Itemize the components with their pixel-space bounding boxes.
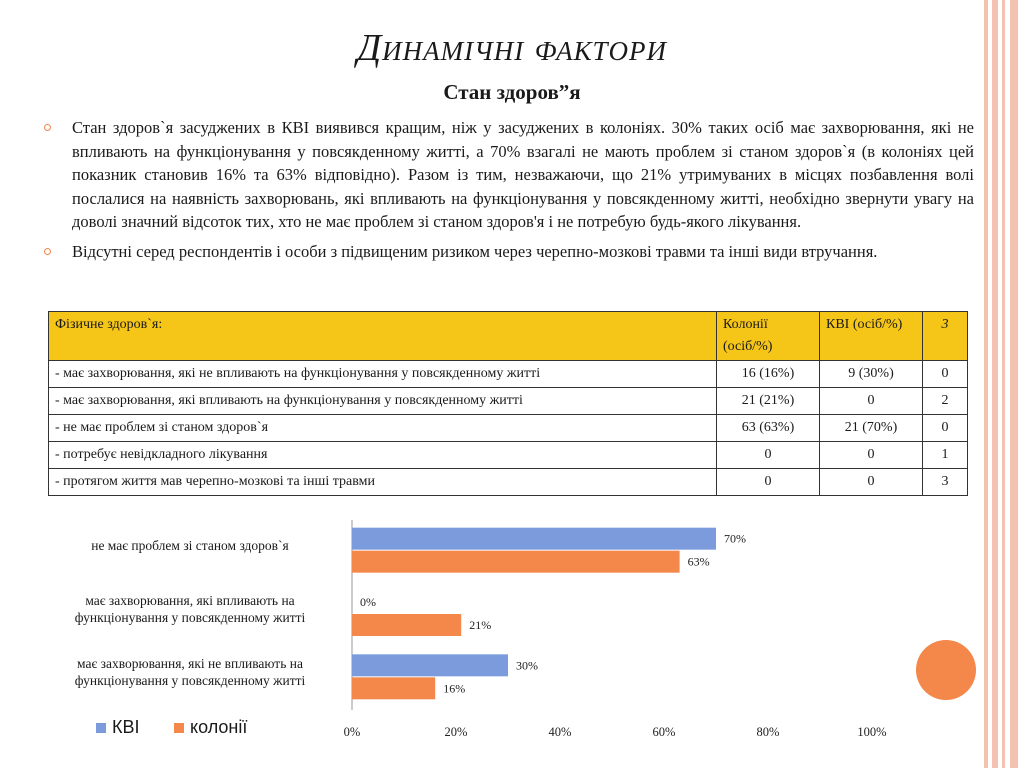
bullet-circle-icon bbox=[44, 124, 51, 131]
x-tick-label: 80% bbox=[756, 725, 780, 739]
table-cell: 0 bbox=[820, 469, 923, 496]
bullet-list bbox=[42, 116, 974, 269]
x-tick-label: 20% bbox=[444, 725, 468, 739]
bar bbox=[352, 614, 461, 636]
health-table bbox=[48, 311, 968, 496]
table-cell: 1 bbox=[923, 442, 968, 469]
category-label bbox=[40, 655, 340, 689]
table-row bbox=[49, 388, 968, 415]
table-header-row bbox=[49, 312, 968, 361]
bar bbox=[352, 528, 716, 550]
data-label: 0% bbox=[360, 595, 376, 609]
table-row bbox=[49, 469, 968, 496]
table-cell: 0 bbox=[717, 469, 820, 496]
legend-label: КВІ bbox=[112, 717, 140, 737]
table-row-label: - має захворювання, які впливають на функціонування у повсякденному житті bbox=[49, 388, 717, 415]
x-tick-label: 40% bbox=[548, 725, 572, 739]
table-row bbox=[49, 415, 968, 442]
table-header-cell: Фізичне здоров`я: bbox=[49, 312, 717, 361]
table-cell: 0 bbox=[923, 361, 968, 388]
x-tick-label: 60% bbox=[652, 725, 676, 739]
table-cell: 0 bbox=[820, 442, 923, 469]
table-cell: 9 (30%) bbox=[820, 361, 923, 388]
table-row-label: - протягом життя мав черепно-мозкові та інші травми bbox=[49, 469, 717, 496]
data-label: 30% bbox=[516, 658, 538, 673]
table-cell: 0 bbox=[923, 415, 968, 442]
category-label bbox=[40, 592, 340, 626]
table-cell: 16 (16%) bbox=[717, 361, 820, 388]
table-cell: 21 (21%) bbox=[717, 388, 820, 415]
table-row bbox=[49, 361, 968, 388]
bullet-circle-icon bbox=[44, 248, 51, 255]
legend-item bbox=[174, 717, 247, 738]
bar-chart bbox=[0, 515, 1024, 768]
legend-swatch bbox=[96, 723, 106, 733]
bullet-item bbox=[42, 240, 974, 264]
page-subtitle: Стан здоров”я bbox=[443, 80, 581, 104]
bar bbox=[352, 677, 435, 699]
legend-item bbox=[96, 717, 140, 738]
table-row-label: - не має проблем зі станом здоров`я bbox=[49, 415, 717, 442]
table-cell: 0 bbox=[820, 388, 923, 415]
category-label-line: має захворювання, які не впливають на bbox=[77, 656, 303, 672]
legend-label: колонії bbox=[190, 717, 248, 737]
data-label: 21% bbox=[469, 618, 492, 632]
table-cell: 21 (70%) bbox=[820, 415, 923, 442]
table-header-cell: 3 bbox=[923, 312, 968, 361]
legend-swatch bbox=[174, 723, 184, 733]
table-cell: 0 bbox=[717, 442, 820, 469]
bullet-text: Стан здоров`я засуджених в КВІ виявився кращим, ніж у засуджених в колоніях. 30% таких осіб має захворювання, які не впливають на функціонування у повсякденному житті, а 70% взагалі не мають проблем зі станом здоров`я (в колоніях цей показник становив 16% та 63% відповідно). Разом із тим, незважаючи, що 21% утримуваних в місцях позбавлення волі послалися на наявність захворювань, які впливають на функціонування у повсякденному житті, необхідно звернути увагу на доволі значний відсоток тих, хто не має проблем зі станом здоров'я і не потребую будь-якого лікування. bbox=[72, 118, 974, 231]
data-label: 70% bbox=[724, 531, 746, 546]
x-tick-label: 100% bbox=[857, 725, 887, 739]
category-label-line: має захворювання, які впливають на bbox=[85, 593, 295, 608]
table-row bbox=[49, 442, 968, 469]
bar bbox=[352, 551, 680, 573]
category-label-line: не має проблем зі станом здоров`я bbox=[91, 538, 289, 554]
table-cell: 3 bbox=[923, 469, 968, 496]
data-label: 16% bbox=[443, 681, 466, 696]
data-label: 63% bbox=[687, 554, 710, 569]
category-label-line: функціонування у повсякденному житті bbox=[74, 673, 306, 689]
category-label bbox=[40, 537, 340, 554]
bar bbox=[352, 654, 508, 676]
table-row-label: - має захворювання, які не впливають на функціонування у повсякденному житті bbox=[49, 361, 717, 388]
bullet-item bbox=[42, 116, 974, 234]
table-row-label: - потребує невідкладного лікування bbox=[49, 442, 717, 469]
bullet-text: Відсутні серед респондентів і особи з підвищеним ризиком через черепно-мозкові травми та інші види втручання. bbox=[72, 241, 878, 261]
table-header-cell: Колонії (осіб/%) bbox=[717, 312, 820, 361]
category-label-line: функціонування у повсякденному житті bbox=[74, 610, 306, 625]
page-title: Динамічні фактори bbox=[356, 27, 668, 69]
table-cell: 2 bbox=[923, 388, 968, 415]
table-cell: 63 (63%) bbox=[717, 415, 820, 442]
x-tick-label: 0% bbox=[343, 725, 361, 739]
table-header-cell: КВІ (осіб/%) bbox=[820, 312, 923, 361]
